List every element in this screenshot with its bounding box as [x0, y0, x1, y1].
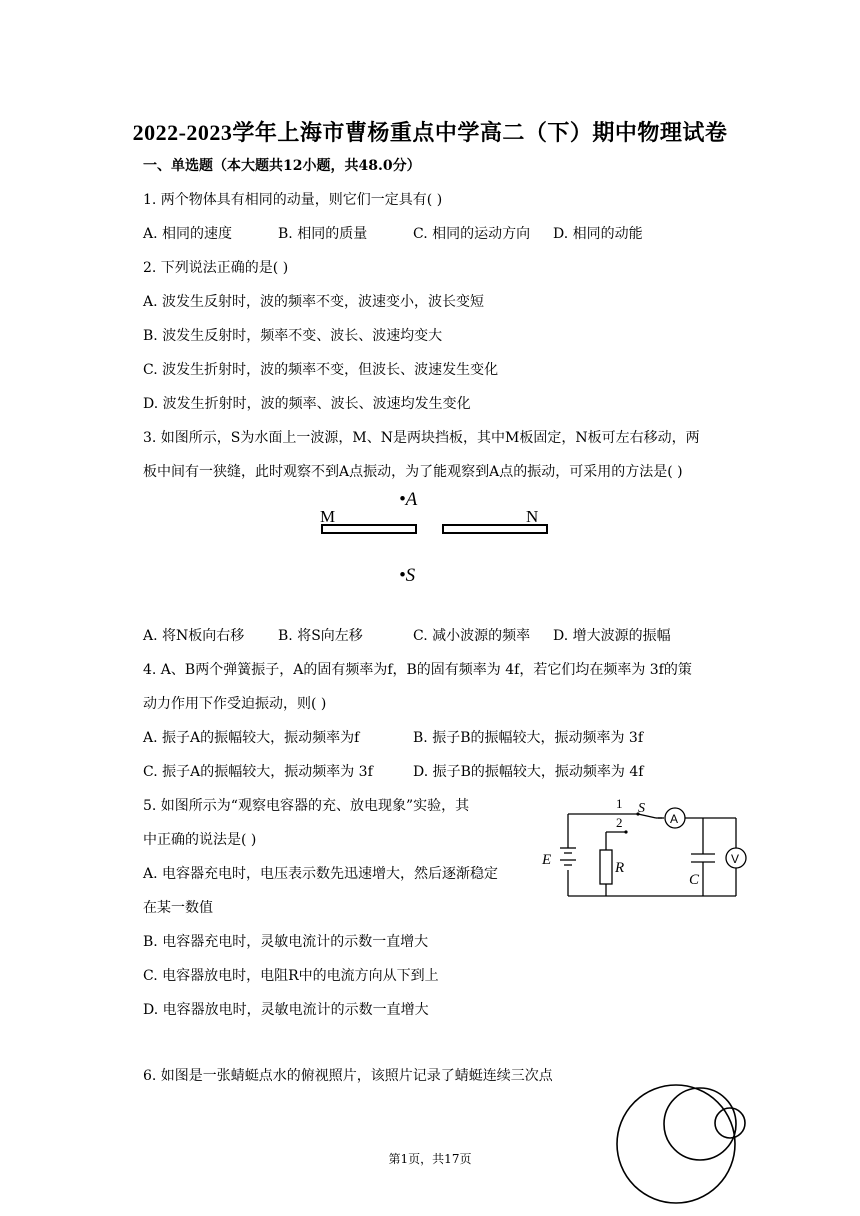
q3-option-b: B. 将S向左移 [278, 628, 363, 644]
q1-option-d: D. 相同的动能 [553, 226, 643, 242]
resistor-label: R [615, 860, 625, 876]
ammeter-label: A [670, 812, 679, 826]
q2-option-c: C. 波发生折射时，波的频率不变，但波长、波速发生变化 [143, 362, 499, 378]
q2-option-d: D. 波发生折射时，波的频率、波长、波速均发生变化 [143, 396, 471, 412]
q2-option-a: A. 波发生反射时，波的频率不变，波速变小，波长变短 [143, 294, 485, 310]
voltmeter-label: V [731, 852, 740, 866]
q5-stem-line2: 中正确的说法是( ) [143, 832, 257, 848]
capacitor-label: C [689, 872, 700, 888]
q5-option-d: D. 电容器放电时，灵敏电流计的示数一直增大 [143, 1002, 429, 1018]
q4-stem-line1: 4. A、B两个弹簧振子，A的固有频率为f，B的固有频率为 4f，若它们均在频率为 3f的策 [143, 662, 692, 678]
label-m: M [320, 507, 336, 526]
q5-capacitor-circuit-figure [538, 792, 756, 904]
q1-option-b: B. 相同的质量 [278, 226, 368, 242]
q4-option-b: B. 振子B的振幅较大，振动频率为 3f [413, 730, 644, 746]
q2-option-b: B. 波发生反射时，频率不变、波长、波速均变大 [143, 328, 443, 344]
plate-m [322, 525, 416, 533]
point-a: •A [399, 489, 418, 510]
battery-label: E [542, 852, 552, 868]
q5-option-b: B. 电容器充电时，灵敏电流计的示数一直增大 [143, 934, 429, 950]
q1-option-a: A. 相同的速度 [143, 226, 233, 242]
q5-option-a-line2: 在某一数值 [143, 900, 213, 916]
q4-option-c: C. 振子A的振幅较大，振动频率为 3f [143, 764, 373, 780]
q3-wave-barrier-figure [300, 485, 560, 590]
q3-stem-line1: 3. 如图所示，S为水面上一波源，M、N是两块挡板，其中M板固定，N板可左右移动，两 [143, 430, 700, 446]
q5-option-c: C. 电容器放电时，电阻R中的电流方向从下到上 [143, 968, 439, 984]
switch-contact-2: 2 [616, 815, 623, 830]
q3-stem-line2: 板中间有一狭缝，此时观察不到A点振动，为了能观察到A点的振动，可采用的方法是( ) [143, 464, 683, 480]
q5-stem-line1: 5. 如图所示为“观察电容器的充、放电现象”实验，其 [143, 798, 470, 814]
point-s: •S [399, 565, 416, 586]
q1-option-c: C. 相同的运动方向 [413, 226, 531, 242]
q2-stem: 2. 下列说法正确的是( ) [143, 260, 289, 276]
section-heading: 一、单选题（本大题共12小题，共48.0分） [143, 158, 421, 174]
plate-n [443, 525, 547, 533]
switch-label: S [638, 801, 645, 816]
q1-stem: 1. 两个物体具有相同的动量，则它们一定具有( ) [143, 192, 443, 208]
q5-option-a-line1: A. 电容器充电时，电压表示数先迅速增大，然后逐渐稳定 [143, 866, 499, 882]
switch-contact-1: 1 [616, 796, 623, 811]
page-footer: 第1页，共17页 [388, 1152, 472, 1166]
q3-option-a: A. 将N板向右移 [143, 628, 245, 644]
q4-option-a: A. 振子A的振幅较大，振动频率为f [143, 730, 360, 746]
label-n: N [526, 507, 539, 526]
q4-option-d: D. 振子B的振幅较大，振动频率为 4f [413, 764, 644, 780]
q6-stem: 6. 如图是一张蜻蜓点水的俯视照片，该照片记录了蜻蜓连续三次点 [143, 1068, 553, 1084]
q4-stem-line2: 动力作用下作受迫振动，则( ) [143, 696, 327, 712]
q6-dragonfly-ripples-figure [612, 1060, 752, 1210]
q3-option-d: D. 增大波源的振幅 [553, 628, 671, 644]
exam-title: 2022-2023学年上海市曹杨重点中学高二（下）期中物理试卷 [132, 120, 728, 145]
q3-option-c: C. 减小波源的频率 [413, 628, 531, 644]
